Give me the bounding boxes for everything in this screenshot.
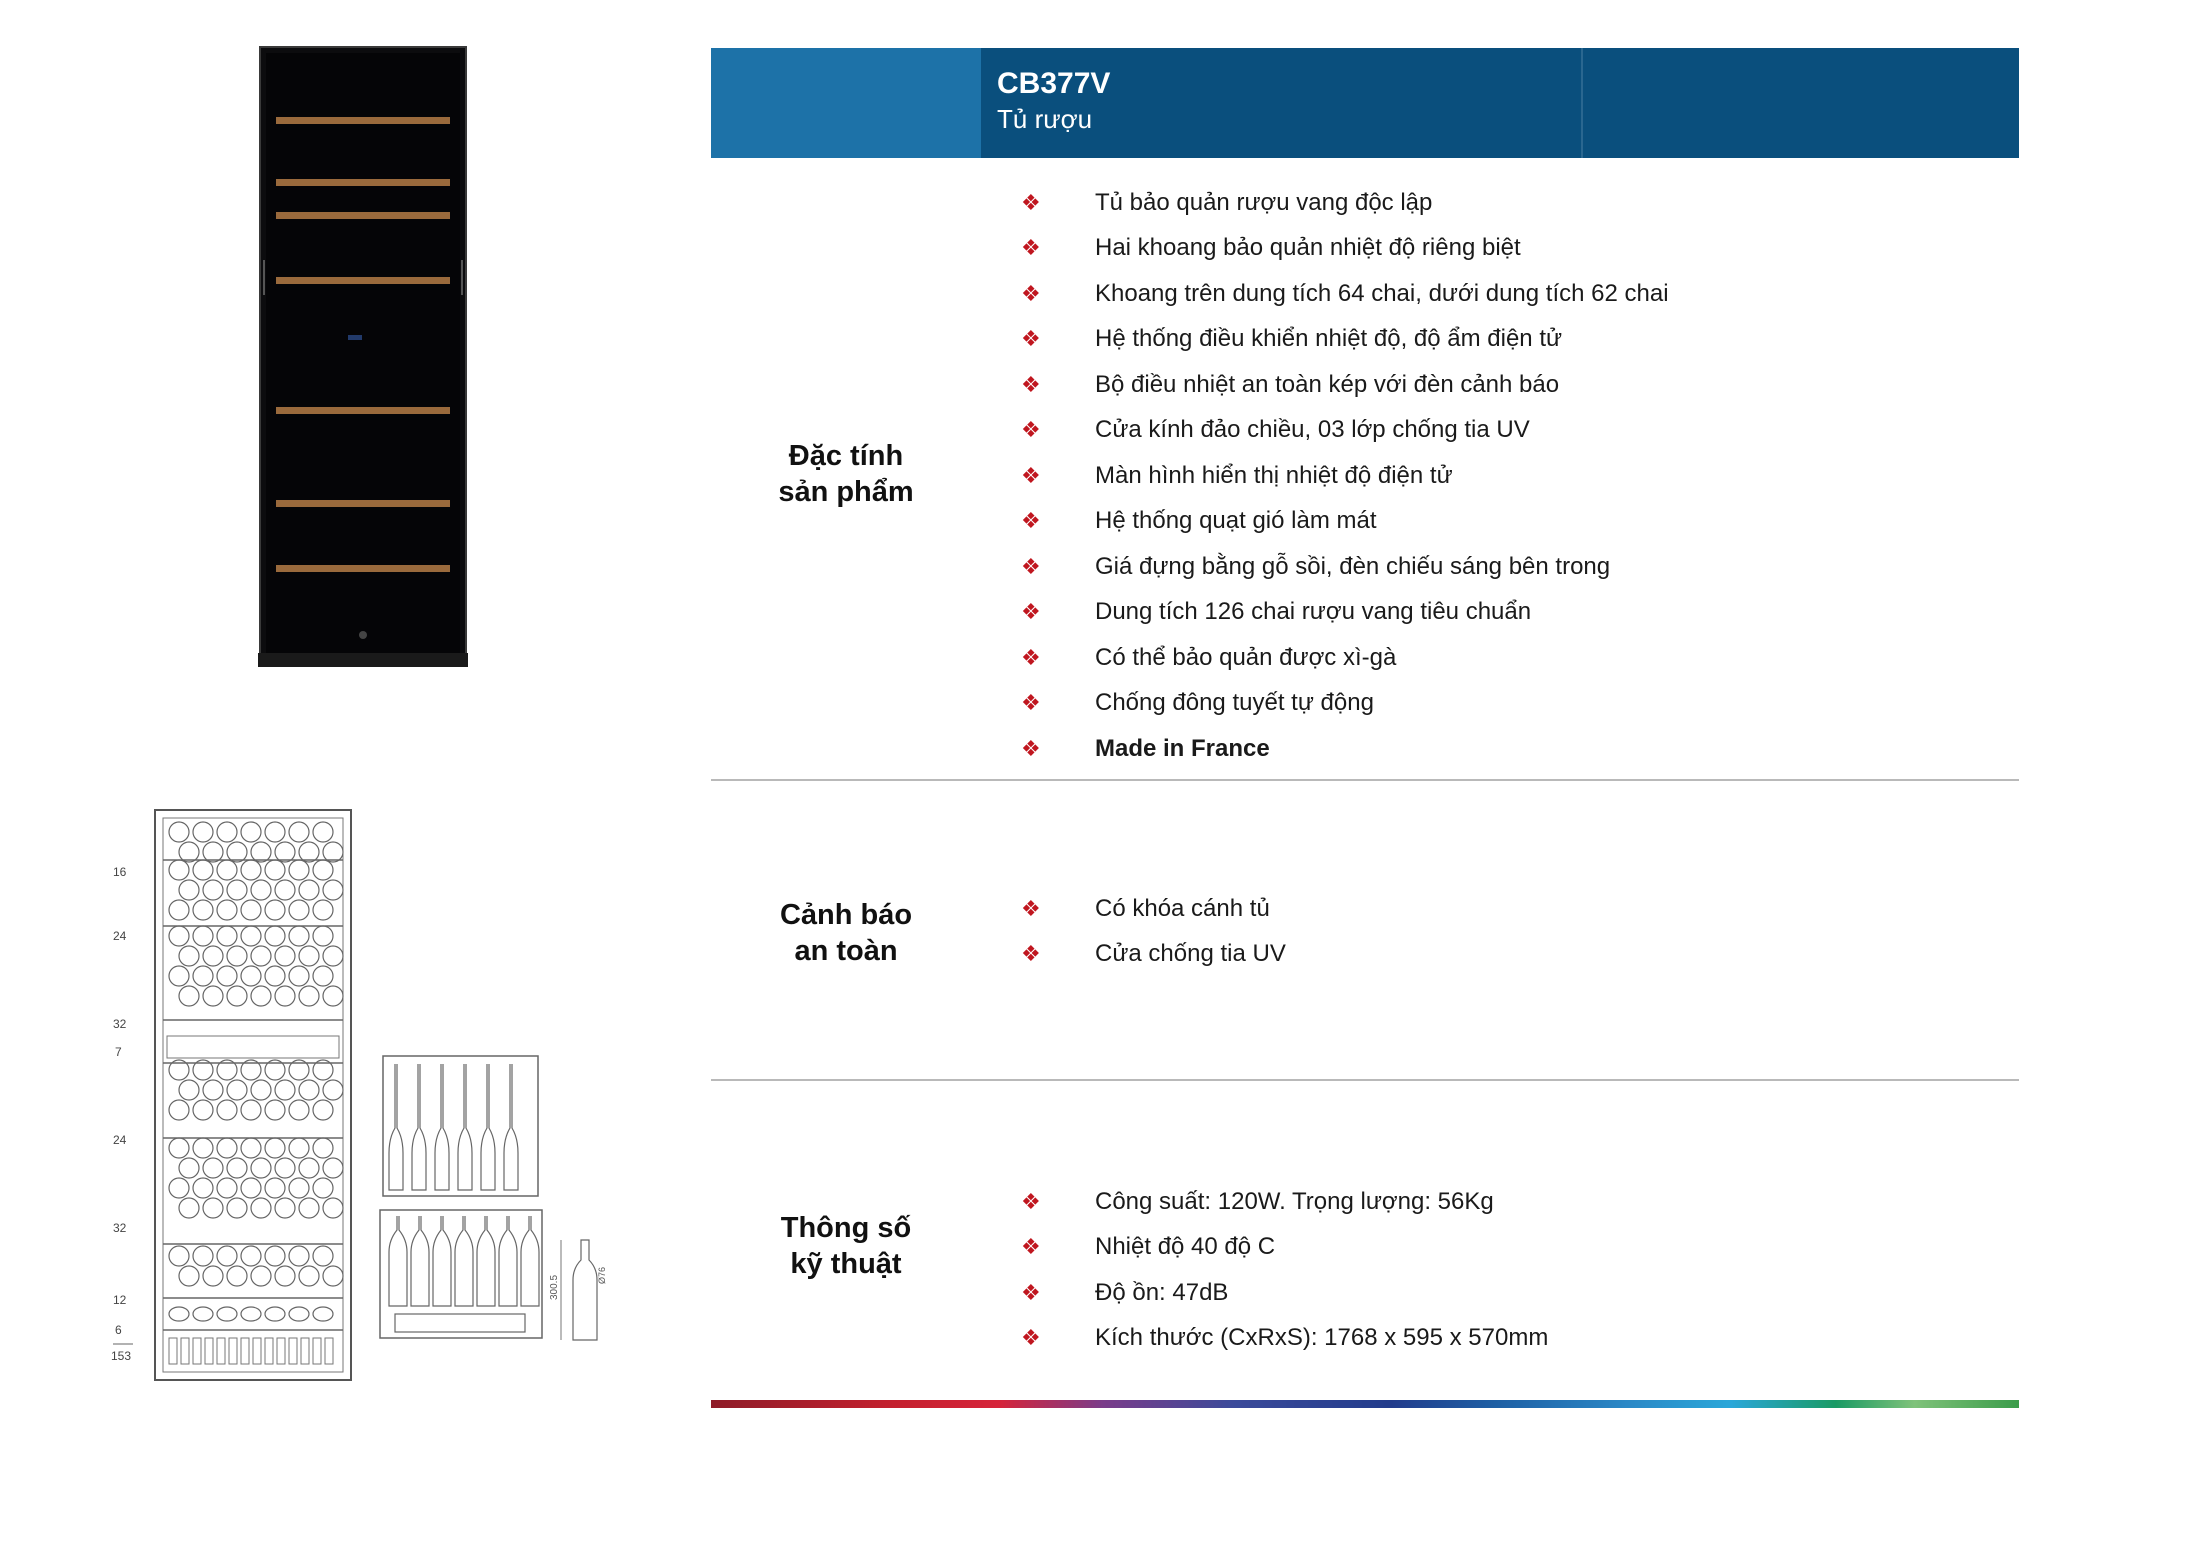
diamond-cluster-icon: ❖: [1021, 235, 1041, 261]
list-item: [1011, 1225, 1548, 1271]
section-label-line: an toàn: [794, 935, 898, 967]
list-item-text: Hai khoang bảo quản nhiệt độ riêng biệt: [1095, 234, 1521, 262]
decorative-color-bar: [711, 1400, 2019, 1408]
list-item-text: Công suất: 120W. Trọng lượng: 56Kg: [1095, 1187, 1494, 1215]
shelf-count-4: 7: [115, 1045, 122, 1059]
shelf-count-1: 16: [113, 865, 127, 879]
diamond-cluster-icon: ❖: [1021, 417, 1041, 443]
diamond-cluster-icon: ❖: [1021, 1188, 1041, 1214]
bottle-height-label: 300.5: [549, 1274, 560, 1300]
product-header: [711, 48, 2019, 158]
list-item-text: Dung tích 126 chai rượu vang tiêu chuẩn: [1095, 598, 1532, 626]
diamond-cluster-icon: ❖: [1021, 189, 1041, 215]
diamond-cluster-icon: ❖: [1021, 735, 1041, 761]
section-label-line: Đặc tính: [788, 440, 904, 472]
safety-list: [1011, 886, 1286, 977]
list-item: [1011, 681, 1669, 727]
list-item: [1011, 1316, 1548, 1362]
shelf-count-7: 12: [113, 1293, 127, 1307]
wine-cabinet-photo: [258, 45, 468, 667]
list-item-text: Có thể bảo quản được xì-gà: [1095, 643, 1397, 671]
diamond-cluster-icon: ❖: [1021, 644, 1041, 670]
list-item-text: Cửa kính đảo chiều, 03 lớp chống tia UV: [1095, 416, 1530, 444]
list-item: [1011, 635, 1669, 681]
diamond-cluster-icon: ❖: [1021, 553, 1041, 579]
section-label-safety: [711, 897, 981, 969]
list-item-text: Độ ồn: 47dB: [1095, 1278, 1229, 1306]
diamond-cluster-icon: ❖: [1021, 941, 1041, 967]
list-item-text: Hệ thống điều khiển nhiệt độ, độ ẩm điện tử: [1095, 325, 1563, 353]
section-label-line: kỹ thuật: [790, 1248, 902, 1280]
technical-drawing: [105, 808, 665, 1388]
list-item-text: Nhiệt độ 40 độ C: [1095, 1233, 1276, 1261]
diamond-cluster-icon: ❖: [1021, 690, 1041, 716]
section-safety: [711, 780, 2019, 1080]
diamond-cluster-icon: ❖: [1021, 1234, 1041, 1260]
list-item-text: Giá đựng bằng gỗ sồi, đèn chiếu sáng bên trong: [1095, 552, 1611, 580]
list-item: [1011, 408, 1669, 454]
list-item: [1011, 932, 1286, 978]
list-item-text: Có khóa cánh tủ: [1095, 894, 1270, 922]
shelf-count-6: 32: [113, 1221, 127, 1235]
header-accent: [711, 48, 981, 158]
list-item-text: Khoang trên dung tích 64 chai, dưới dung tích 62 chai: [1095, 279, 1669, 307]
section-label-line: sản phẩm: [778, 476, 914, 508]
product-model: CB377V: [997, 67, 1111, 100]
diamond-cluster-icon: ❖: [1021, 1325, 1041, 1351]
diamond-cluster-icon: ❖: [1021, 599, 1041, 625]
list-item: [1011, 1179, 1548, 1225]
section-specs: [711, 1080, 2019, 1400]
list-item: [1011, 1270, 1548, 1316]
shelf-count-2: 24: [113, 929, 127, 943]
list-item-text: Made in France: [1095, 734, 1270, 762]
diamond-cluster-icon: ❖: [1021, 895, 1041, 921]
list-item-text: Tủ bảo quản rượu vang độc lập: [1095, 188, 1433, 216]
section-label-line: Cảnh báo: [779, 899, 913, 931]
list-item-text: Hệ thống quạt gió làm mát: [1095, 507, 1377, 535]
diamond-cluster-icon: ❖: [1021, 371, 1041, 397]
list-item: [1011, 453, 1669, 499]
list-item-text: Cửa chống tia UV: [1095, 940, 1286, 968]
header-title-block: [981, 48, 1581, 158]
product-category: Tủ rượu: [997, 104, 1093, 134]
list-item: [1011, 590, 1669, 636]
list-item: [1011, 180, 1669, 226]
header-right-panel: [1581, 48, 2019, 158]
shelf-count-9: 153: [111, 1349, 132, 1363]
list-item: [1011, 886, 1286, 932]
list-item-text: Chống đông tuyết tự động: [1095, 689, 1374, 717]
shelf-count-3: 32: [113, 1017, 127, 1031]
shelf-count-8: 6: [115, 1323, 122, 1337]
list-item: [1011, 317, 1669, 363]
list-item: [1011, 271, 1669, 317]
diamond-cluster-icon: ❖: [1021, 280, 1041, 306]
feature-list: [1011, 180, 1669, 772]
section-label-specs: [711, 1210, 981, 1282]
spec-list: [1011, 1179, 1548, 1361]
list-item: [1011, 544, 1669, 590]
list-item-text: Màn hình hiển thị nhiệt độ điện tử: [1095, 461, 1453, 489]
diamond-cluster-icon: ❖: [1021, 326, 1041, 352]
section-label-line: Thông số: [780, 1212, 912, 1244]
list-item-text: Kích thước (CxRxS): 1768 x 595 x 570mm: [1095, 1324, 1549, 1352]
diamond-cluster-icon: ❖: [1021, 508, 1041, 534]
section-features: [711, 180, 2019, 760]
diamond-cluster-icon: ❖: [1021, 1279, 1041, 1305]
diamond-cluster-icon: ❖: [1021, 462, 1041, 488]
shelf-count-5: 24: [113, 1133, 127, 1147]
bottle-diameter-label: Ø76: [597, 1266, 607, 1284]
list-item: [1011, 226, 1669, 272]
section-label-features: [711, 438, 981, 510]
list-item: [1011, 362, 1669, 408]
list-item-text: Bộ điều nhiệt an toàn kép với đèn cảnh báo: [1095, 370, 1560, 398]
list-item: [1011, 726, 1669, 772]
list-item: [1011, 499, 1669, 545]
